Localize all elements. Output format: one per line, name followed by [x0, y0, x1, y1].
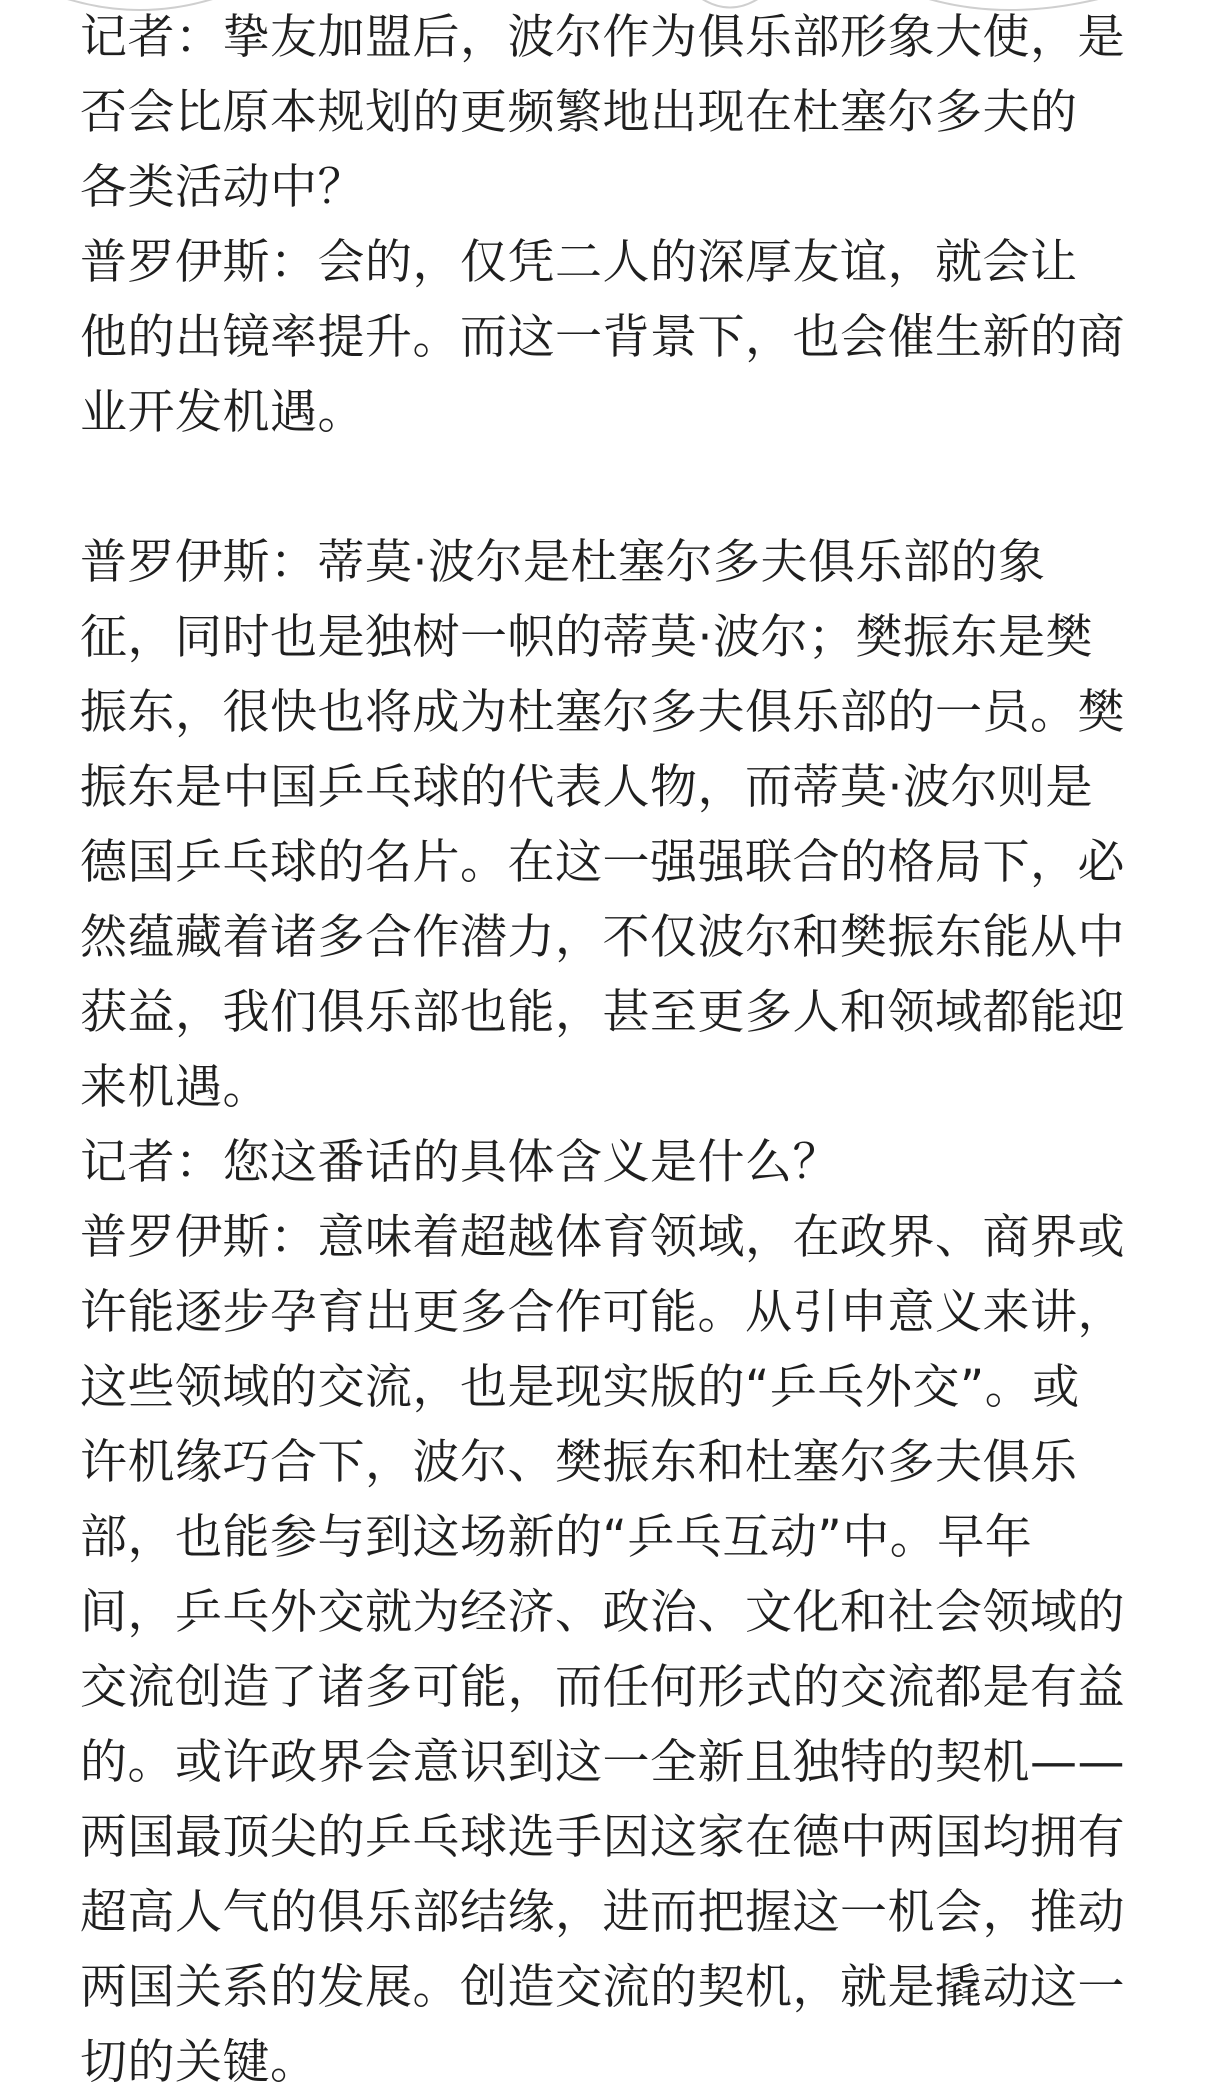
text-line: 征，同时也是独树一帜的蒂莫·波尔；樊振东是樊	[80, 610, 1093, 665]
text-line: 许机缘巧合下，波尔、樊振东和杜塞尔多夫俱乐	[80, 1435, 1078, 1490]
paragraph-gap	[80, 450, 1130, 525]
text-line: 交流创造了诸多可能，而任何形式的交流都是有益	[80, 1660, 1125, 1715]
text-line: 部，也能参与到这场新的“乒乓互动”中。早年	[80, 1510, 1033, 1565]
text-line: 他的出镜率提升。而这一背景下，也会催生新的商	[80, 310, 1125, 365]
article-text	[80, 0, 1130, 2100]
text-line: 超高人气的俱乐部结缘，进而把握这一机会，推动	[80, 1885, 1125, 1940]
text-line: 两国最顶尖的乒乓球选手因这家在德中两国均拥有	[80, 1810, 1125, 1865]
text-line: 业开发机遇。	[80, 385, 365, 440]
text-line: 否会比原本规划的更频繁地出现在杜塞尔多夫的	[80, 85, 1078, 140]
text-line: 许能逐步孕育出更多合作可能。从引申意义来讲，	[80, 1285, 1125, 1340]
text-line: 振东，很快也将成为杜塞尔多夫俱乐部的一员。樊	[80, 685, 1125, 740]
text-line: 来机遇。	[80, 1060, 270, 1115]
text-line: 这些领域的交流，也是现实版的“乒乓外交”。或	[80, 1360, 1080, 1415]
text-line: 切的关键。	[80, 2035, 318, 2090]
text-line: 获益，我们俱乐部也能，甚至更多人和领域都能迎	[80, 985, 1125, 1040]
text-line: 两国关系的发展。创造交流的契机，就是撬动这一	[80, 1960, 1125, 2015]
text-line: 间，乒乓外交就为经济、政治、文化和社会领域的	[80, 1585, 1125, 1640]
text-line: 各类活动中？	[80, 160, 365, 215]
text-line: 普罗伊斯：意味着超越体育领域，在政界、商界或	[80, 1210, 1125, 1265]
text-line: 振东是中国乒乓球的代表人物，而蒂莫·波尔则是	[80, 760, 1093, 815]
text-line: 普罗伊斯：蒂莫·波尔是杜塞尔多夫俱乐部的象	[80, 535, 1046, 590]
text-line: 普罗伊斯：会的，仅凭二人的深厚友谊，就会让	[80, 235, 1078, 290]
text-line: 记者：挚友加盟后，波尔作为俱乐部形象大使，是	[80, 10, 1125, 65]
text-line: 的。或许政界会意识到这一全新且独特的契机——	[80, 1735, 1125, 1790]
text-line: 然蕴藏着诸多合作潜力，不仅波尔和樊振东能从中	[80, 910, 1125, 965]
text-line: 德国乒乓球的名片。在这一强强联合的格局下，必	[80, 835, 1125, 890]
text-line: 记者：您这番话的具体含义是什么？	[80, 1135, 840, 1190]
